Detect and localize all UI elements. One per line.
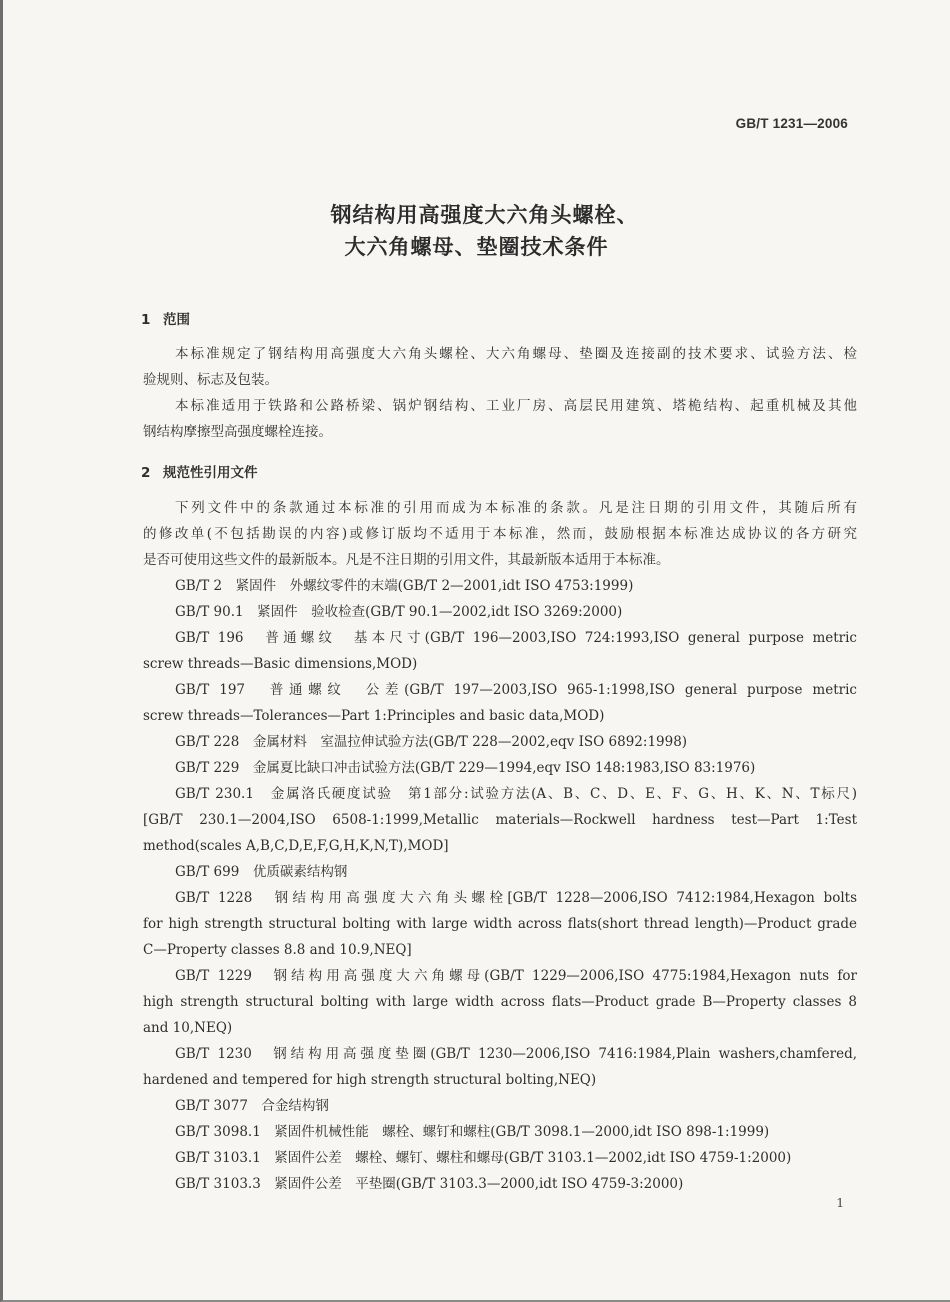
reference-entry: GB/T 230.1 金属洛氏硬度试验 第1部分:试验方法(A、B、C、D、E、F、G、H、K、N、T标尺) (175, 786, 857, 802)
text-line: 本标准适用于铁路和公路桥梁、锅炉钢结构、工业厂房、高层民用建筑、塔桅结构、起重机械及其他 (175, 398, 857, 414)
reference-entry: GB/T 699 优质碳素结构钢 (175, 864, 348, 880)
reference-entry: GB/T 3103.3 紧固件公差 平垫圈(GB/T 3103.3—2000,idt ISO 4759-3:2000) (175, 1176, 684, 1192)
document-title-line-1: 钢结构用高强度大六角头螺栓、 (330, 203, 639, 227)
text-line: 下列文件中的条款通过本标准的引用而成为本标准的条款。凡是注日期的引用文件，其随后所有 (175, 500, 857, 516)
reference-entry: GB/T 3077 合金结构钢 (175, 1098, 329, 1114)
reference-entry: GB/T 3098.1 紧固件机械性能 螺栓、螺钉和螺柱(GB/T 3098.1—2000,idt ISO 898-1:1999) (175, 1124, 770, 1140)
reference-entry-continuation: C—Property classes 8.8 and 10.9,NEQ] (143, 942, 412, 958)
section-title: 规范性引用文件 (163, 465, 258, 481)
reference-entry: GB/T 2 紧固件 外螺纹零件的末端(GB/T 2—2001,idt ISO 4753:1999) (175, 578, 634, 594)
reference-entry: GB/T 90.1 紧固件 验收检查(GB/T 90.1—2002,idt ISO 3269:2000) (175, 604, 623, 620)
section-number: 1 (141, 312, 151, 328)
reference-entry-continuation: [GB/T 230.1—2004,ISO 6508-1:1999,Metallic materials—Rockwell hardness test—Part 1:Test (143, 812, 857, 828)
reference-entry-continuation: high strength structural bolting with large width across flats—Product grade B—Property classes 8 (143, 994, 857, 1010)
section-number: 2 (141, 465, 151, 481)
reference-entry-continuation: method(scales A,B,C,D,E,F,G,H,K,N,T),MOD] (143, 838, 449, 854)
section-heading-normative-references (141, 461, 258, 481)
reference-entry: GB/T 1230 钢结构用高强度垫圈(GB/T 1230—2006,ISO 7416:1984,Plain washers,chamfered, (175, 1046, 857, 1062)
reference-entry: GB/T 1229 钢结构用高强度大六角螺母(GB/T 1229—2006,ISO 4775:1984,Hexagon nuts for (175, 968, 857, 984)
reference-entry: GB/T 197 普通螺纹 公差(GB/T 197—2003,ISO 965-1:1998,ISO general purpose metric (175, 682, 857, 698)
page-number: 1 (836, 1196, 844, 1210)
text-line: 的修改单(不包括勘误的内容)或修订版均不适用于本标准，然而，鼓励根据本标准达成协议的各方研究 (143, 526, 857, 542)
reference-entry-continuation: screw threads—Tolerances—Part 1:Principles and basic data,MOD) (143, 708, 605, 724)
text-line: 是否可使用这些文件的最新版本。凡是不注日期的引用文件，其最新版本适用于本标准。 (143, 552, 670, 568)
reference-entry-continuation: screw threads—Basic dimensions,MOD) (143, 656, 418, 672)
document-title-line-2: 大六角螺母、垫圈技术条件 (344, 235, 609, 259)
reference-entry: GB/T 196 普通螺纹 基本尺寸(GB/T 196—2003,ISO 724:1993,ISO general purpose metric (175, 630, 857, 646)
reference-entry-continuation: for high strength structural bolting with large width across flats(short thread length)—Product grade (143, 916, 857, 932)
reference-entry-continuation: and 10,NEQ) (143, 1020, 233, 1036)
reference-entry: GB/T 228 金属材料 室温拉伸试验方法(GB/T 228—2002,eqv ISO 6892:1998) (175, 734, 688, 750)
text-line: 验规则、标志及包装。 (143, 372, 278, 388)
reference-entry-continuation: hardened and tempered for high strength structural bolting,NEQ) (143, 1072, 597, 1088)
text-line: 本标准规定了钢结构用高强度大六角头螺栓、大六角螺母、垫圈及连接副的技术要求、试验方法、检 (175, 346, 857, 362)
text-line: 钢结构摩擦型高强度螺栓连接。 (143, 424, 332, 440)
reference-entry: GB/T 229 金属夏比缺口冲击试验方法(GB/T 229—1994,eqv ISO 148:1983,ISO 83:1976) (175, 760, 756, 776)
standard-code: GB/T 1231—2006 (735, 116, 848, 131)
section-heading-scope (141, 308, 190, 328)
section-title: 范围 (163, 312, 190, 328)
reference-entry: GB/T 3103.1 紧固件公差 螺栓、螺钉、螺柱和螺母(GB/T 3103.1—2002,idt ISO 4759-1:2000) (175, 1150, 792, 1166)
reference-entry: GB/T 1228 钢结构用高强度大六角头螺栓[GB/T 1228—2006,ISO 7412:1984,Hexagon bolts (175, 890, 857, 906)
